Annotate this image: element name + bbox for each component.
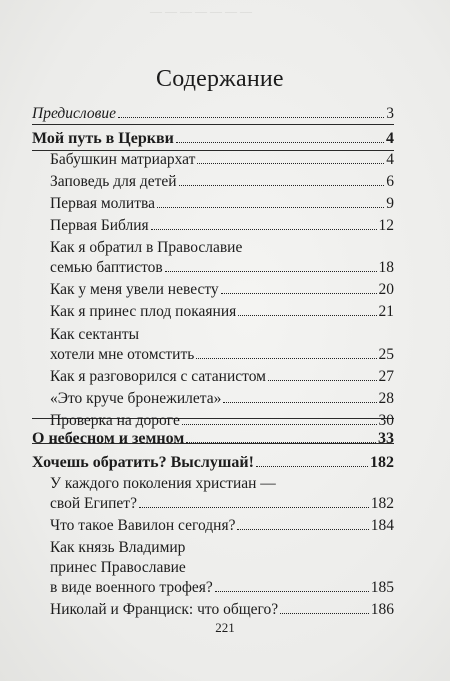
toc-entry-title-line: Как я обратил в Православие [50, 239, 243, 256]
toc-entry-page: 28 [378, 390, 394, 407]
toc-entry-title: Первая молитва [50, 195, 155, 212]
toc-entry [50, 216, 394, 236]
toc-entry [50, 367, 394, 387]
dot-leader [165, 259, 377, 272]
toc-entry [50, 411, 394, 431]
toc-entry-title: Что такое Вавилон сегодня? [50, 517, 236, 534]
toc-entry-title: Предисловие [32, 105, 116, 122]
toc-section [32, 429, 394, 449]
toc-entry [50, 194, 394, 214]
toc-entry-title: Как я принес плод покаяния [50, 303, 237, 320]
toc-entry [50, 302, 394, 322]
toc-entry-page: 6 [386, 173, 394, 190]
show-through-text: — — — — — — — [150, 4, 252, 18]
dot-leader [196, 346, 376, 359]
toc-entry-page: 3 [386, 105, 394, 122]
toc-entry-title: Николай и Франциск: что общего? [50, 601, 279, 618]
toc-entry-page: 18 [378, 259, 394, 276]
dot-leader [223, 390, 376, 403]
toc-entry-title: Проверка на дороге [50, 412, 180, 429]
dot-leader [237, 517, 368, 530]
dot-leader [157, 195, 384, 208]
toc-entry [50, 389, 394, 409]
toc-entry [50, 516, 394, 536]
toc-entry-title: хотели мне отомстить [50, 346, 195, 363]
toc-entry [50, 150, 394, 170]
dot-leader [179, 173, 385, 186]
page-number: 221 [215, 620, 235, 635]
toc-entry-title-line: Как сектанты [50, 326, 140, 343]
dot-leader [215, 579, 369, 592]
dot-leader [238, 303, 376, 316]
toc-section-title: Хочешь обратить? Выслушай! [32, 454, 254, 471]
book-page: — — — — — — — Содержание Предисловие 3 Мой путь в Церкви 4 Бабушкин матриархат 4 Заповедь для детей 6 Первая молитва 9 Первая Библия 12 Как я обратил в Православие семью баптистов 18 Как у меня увели невесту 20 Как я принес плод покаяния 21 Как сектанты хотели мне отомстить 25 Как я разговорился с сатанистом 27 «Это круче бронежилета» 28 Проверка на дороге 30 О небесном и земном 33 Хочешь обратить? Выслушай! 182 У каждого поколения христиан — свой Египет? 182 Что такое Вавилон сегодня? 184 Как князь Владимир принес Православие в виде военного трофея? 185 Николай и Франциск: что общего? 186 221 [0, 0, 450, 681]
toc-entry [50, 172, 394, 192]
toc-entry-page: 184 [370, 517, 394, 534]
dot-leader [151, 217, 377, 230]
toc-entry-title: «Это круче бронежилета» [50, 390, 222, 407]
toc-entry-page: 4 [386, 151, 394, 168]
toc-entry [50, 494, 394, 514]
toc-entry-title: Заповедь для детей [50, 173, 177, 190]
dot-leader [182, 412, 377, 425]
toc-entry-page: 27 [378, 368, 394, 385]
toc-entry-title: свой Египет? [50, 495, 137, 512]
dot-leader [186, 430, 376, 443]
toc-section [32, 453, 394, 473]
dot-leader [256, 454, 368, 467]
dot-leader [221, 281, 377, 294]
toc-section-title: О небесном и земном [32, 430, 185, 447]
toc-entry [50, 578, 394, 598]
toc-entry-page: 12 [378, 217, 394, 234]
toc-entry-title-line: Как князь Владимир [50, 539, 186, 556]
dot-leader [280, 601, 369, 614]
toc-section-title: Мой путь в Церкви [32, 130, 174, 147]
toc-entry [32, 104, 394, 124]
divider [32, 124, 394, 125]
toc-section-page: 33 [378, 430, 394, 447]
toc-entry-page: 30 [378, 412, 394, 429]
toc-entry-title: семью баптистов [50, 259, 163, 276]
dot-leader [176, 130, 384, 143]
dot-leader [118, 105, 384, 118]
toc-section-page: 182 [370, 454, 394, 471]
toc-entry-page: 186 [370, 601, 394, 618]
toc-entry-page: 21 [378, 303, 394, 320]
dot-leader [139, 495, 369, 508]
toc-entry-title: в виде военного трофея? [50, 579, 213, 596]
toc-section [32, 129, 394, 149]
toc-entry-page: 25 [378, 346, 394, 363]
toc-entry-page: 20 [378, 281, 394, 298]
toc-entry [50, 345, 394, 365]
toc-entry [50, 280, 394, 300]
toc-entry-title: Как у меня увели невесту [50, 281, 219, 298]
toc-entry-title-line: У каждого поколения христиан — [50, 475, 276, 492]
toc-entry-page: 9 [386, 195, 394, 212]
toc-entry-page: 182 [370, 495, 394, 512]
dot-leader [197, 151, 384, 164]
toc-entry-page: 185 [370, 579, 394, 596]
toc-entry-title: Как я разговорился с сатанистом [50, 368, 266, 385]
toc-entry-title-line: принес Православие [50, 559, 186, 576]
toc-entry-title: Бабушкин матриархат [50, 151, 196, 168]
toc-entry-title: Первая Библия [50, 217, 149, 234]
toc-entry [50, 258, 394, 278]
toc-section-page: 4 [386, 130, 394, 147]
dot-leader [268, 368, 377, 381]
toc-entry [50, 600, 394, 620]
